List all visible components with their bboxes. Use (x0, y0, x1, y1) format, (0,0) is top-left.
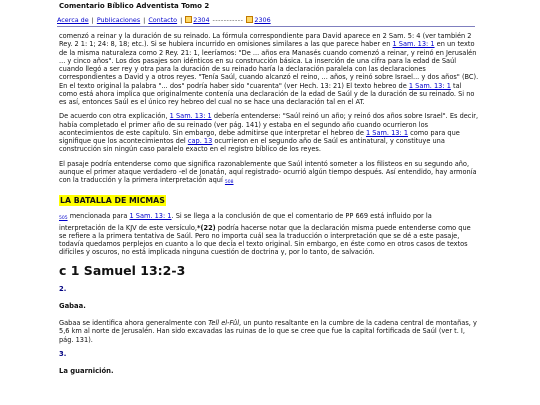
note-label: La guarnición. (59, 367, 114, 375)
verse-heading: c 1 Samuel 13:2-3 (59, 262, 186, 278)
page-number-marker[interactable]: 505 (59, 216, 68, 222)
verse-number: 3. (59, 349, 67, 358)
page-number-marker[interactable]: 508 (224, 180, 234, 185)
scripture-reference-link[interactable]: 1 Sam. 13: 1 (408, 81, 451, 90)
section-title: LA BATALLA DE MICMAS (60, 196, 165, 206)
nav-separator: | (143, 15, 146, 24)
nav-separator: | (180, 15, 183, 24)
note-label: Gabaa. (59, 301, 86, 310)
paragraph: De acuerdo con otra explicación, 1 Sam. 13: 1 debería entenderse: "Saúl reinó un año; y reinó dos años sobre Israel". Es decir, había completado el primer año de su reinado (ver pág. 141) y estaba en el segundo año cuando ocurrieron los acontecimientos de este capítulo. Sin embargo, debe admitirse que interpretar el hebreo de 1 Sam. 13: 1 como para que signifique que los acontecimientos del cap. 13 ocurrieron en el segundo año de Saúl es antinatural, y constituye una construcción sin ningún caso paralelo exacto en el registro bíblico de los reyes. (59, 112, 479, 154)
paragraph: Gabaa se identifica ahora generalmente con Tell el-Fûl, un punto resaltante en la cumbre de la cadena central de montañas, y 5,6 km al norte de Jerusalén. Han sido excavadas las ruinas de lo que se cree que fue la capital fortificada de Saúl (ver t. I, pág. 131). (59, 319, 477, 344)
nav-contact-link[interactable]: Contacto (148, 15, 178, 24)
scripture-reference-link[interactable]: 1 Sam. 13: 1 (169, 112, 212, 121)
prev-page-number[interactable]: 2304 (193, 15, 210, 24)
verse-number: 2. (59, 284, 67, 293)
next-page-control[interactable] (246, 14, 270, 26)
paragraph: El pasaje podría entenderse como que significa razonablemente que Saúl intentó someter a los filisteos en su segundo año, aunque el primer ataque verdadero -el de Jonatán, aquí registrado- ocurrió algún tiempo después. Así entendido, hay armonía con la traducción y la primera interpretación aquí $_{508}$ (59, 159, 477, 185)
next-page-number[interactable]: 2306 (254, 15, 271, 24)
scripture-reference-link[interactable]: 1 Sam. 13: 1 (129, 212, 172, 221)
scripture-reference-link[interactable]: 1 Sam. 13: 1 (365, 128, 409, 137)
page-dash-divider: ----------- (212, 15, 244, 24)
book-icon (246, 16, 253, 23)
prev-page-control[interactable] (185, 14, 209, 26)
paragraph: comenzó a reinar y la duración de su reinado. La fórmula correspondiente para David aparece en 2 Sam. 5: 4 (ver también 2 Rey. 2 1: 1; 24: 8, 18; etc.). Si se hubiera incurrido en omisiones similares a las que parece haber en 1 Sam. 13: 1 en un texto de la misma naturaleza como 2 Rey. 21: 1, leeríamos: "De ... años era Manasés cuando comenzó a reinar, y reinó en Jerusalén ... y cinco años". Los dos pasajes son idénticos en su construcción básica. La inserción de una cifra para la edad de Saúl cuando llegó a ser rey y otra para la duración de su reinado haría la declaración paralela con las declaraciones correspondientes a David y a otros reyes. "Tenía Saúl, cuando alcanzó el reino, ... años, y reinó sobre Israel... y dos años" (BC). En el texto original la palabra "... dos" podría haber sido "cuarenta" (ver Hech. 13: 21) El texto hebreo de 1 Sam. 13: 1 tal como está ahora implica que originalmente contenía una declaración de la edad de Saúl y de la duración de su reinado. Si no es así, entonces Saúl es el único rey hebreo del cual no se hace una declaración tal en el AT. (59, 32, 479, 106)
nav-publications-link[interactable]: Publicaciones (96, 15, 141, 24)
scripture-reference-link[interactable]: 1 Sam. 13: 1 (392, 40, 435, 49)
paragraph: $_{505}$ mencionada para 1 Sam. 13: 1. Si se llega a la conclusión de que el comentario de PP 669 está influido por la interpretación de la KJV de este versículo,*(22) podría hacerse notar que la declaración misma puede entenderse como que se refiere a la primera tentativa de Saúl. Pero no importa cuál sea la traducción o interpretación que se dé a este pasaje, todavía quedamos perplejos en cuanto a lo que decía el texto original. Sin embargo, en éste como en otros casos de textos difíciles y oscuros, no está implicada ninguna cuestión de doctrina y, por lo tanto, de salvación. (59, 212, 471, 257)
book-title: Comentario Bíblico Adventista Tomo 2 (59, 2, 210, 10)
nav-separator: | (91, 15, 94, 24)
nav-about-link[interactable]: Acerca de (57, 15, 89, 24)
chapter-reference-link[interactable]: cap. 13 (187, 137, 213, 145)
top-navigation (57, 13, 475, 27)
book-icon (185, 16, 192, 23)
footnote-marker: *(22) (197, 223, 216, 232)
commentary-content (59, 27, 479, 375)
